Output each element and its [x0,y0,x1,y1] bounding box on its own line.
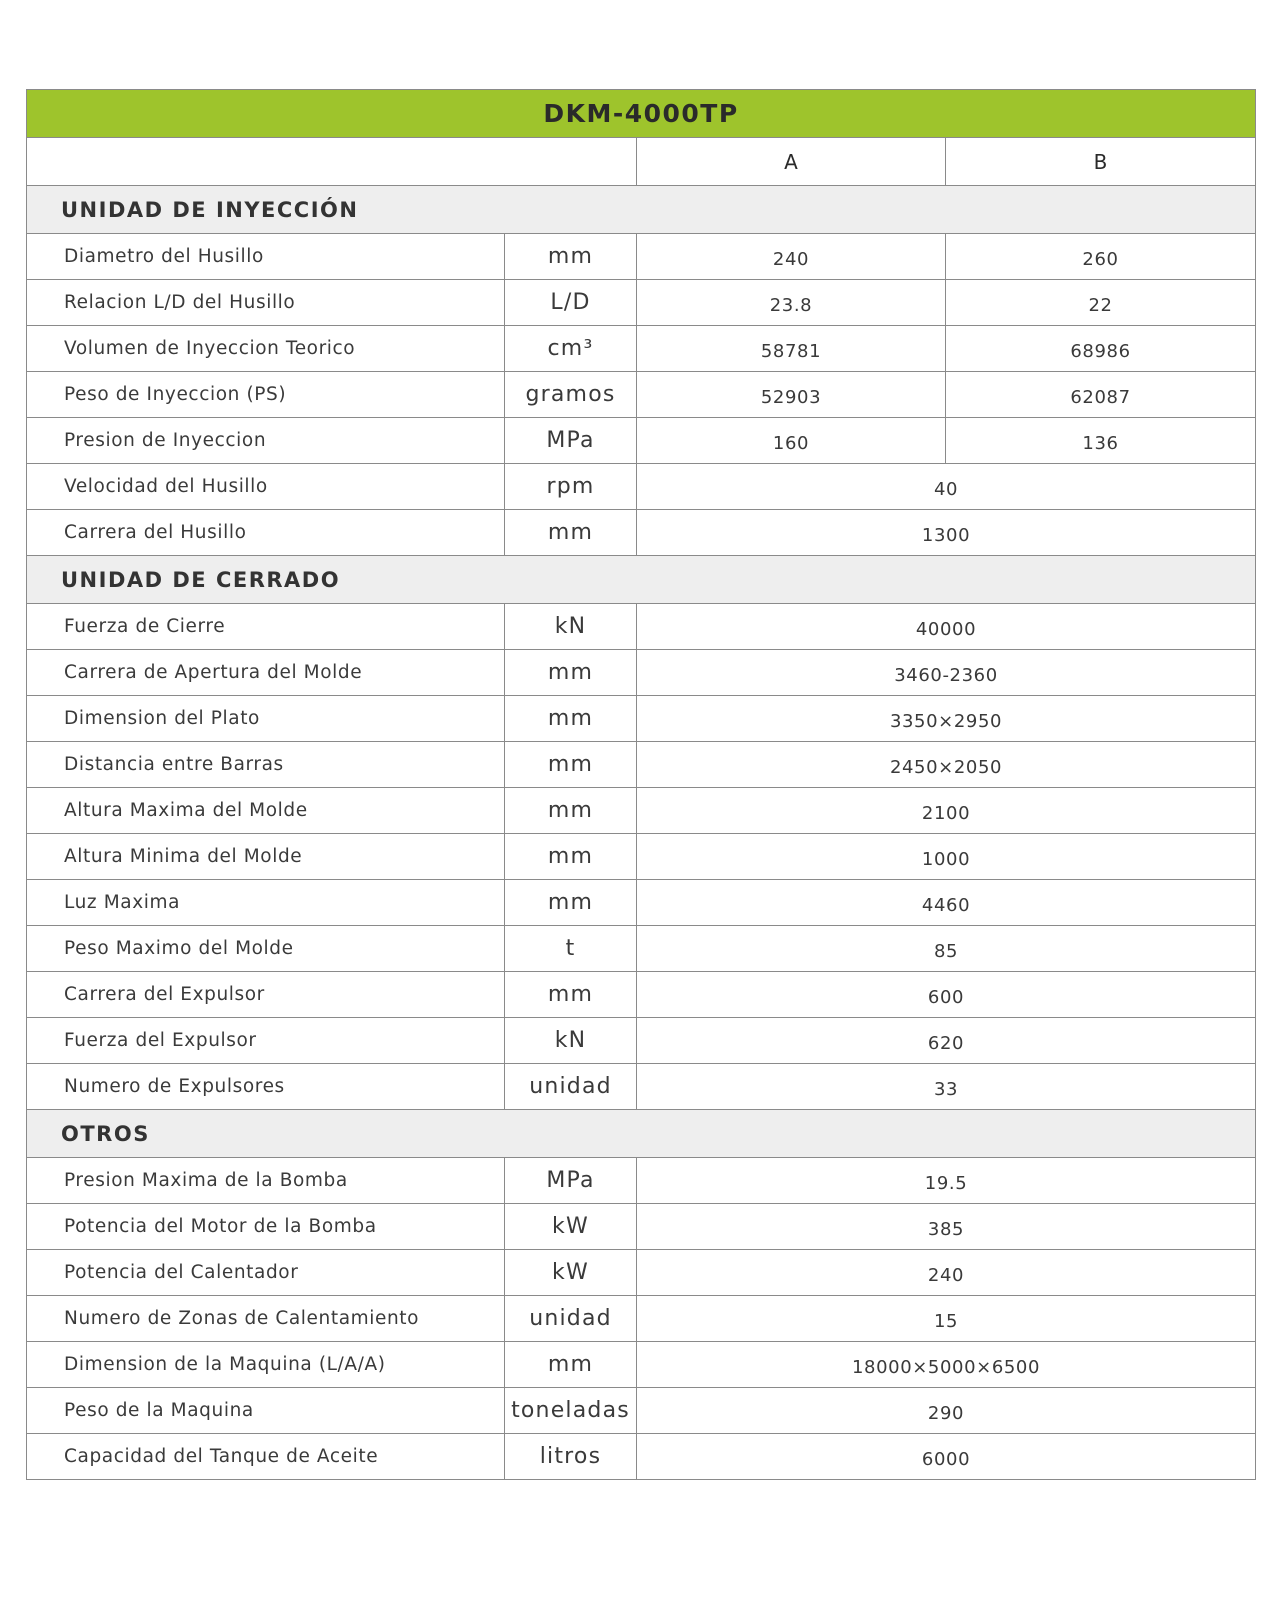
spec-row [27,372,1256,418]
spec-value-b: 260 [946,234,1256,280]
spec-unit: mm [505,880,637,926]
spec-name: Carrera del Expulsor [27,972,505,1018]
spec-unit: litros [505,1434,637,1480]
spec-name: Potencia del Calentador [27,1250,505,1296]
section-title: UNIDAD DE CERRADO [27,556,1256,604]
spec-name: Altura Maxima del Molde [27,788,505,834]
spec-unit: kN [505,1018,637,1064]
column-b-header: B [946,138,1256,186]
spec-row [27,788,1256,834]
spec-value: 40000 [637,604,1256,650]
spec-name: Dimension de la Maquina (L/A/A) [27,1342,505,1388]
spec-row [27,234,1256,280]
spec-row [27,926,1256,972]
spec-row [27,1388,1256,1434]
spec-value: 2450×2050 [637,742,1256,788]
spec-name: Volumen de Inyeccion Teorico [27,326,505,372]
spec-unit: L/D [505,280,637,326]
spec-row [27,1064,1256,1110]
spec-name: Altura Minima del Molde [27,834,505,880]
spec-value-a: 160 [637,418,946,464]
spec-value: 1000 [637,834,1256,880]
spec-value: 2100 [637,788,1256,834]
spec-value: 385 [637,1204,1256,1250]
spec-row [27,1250,1256,1296]
spec-value: 620 [637,1018,1256,1064]
spec-value-a: 58781 [637,326,946,372]
model-title: DKM-4000TP [27,90,1256,138]
spec-value: 18000×5000×6500 [637,1342,1256,1388]
spec-value: 3460-2360 [637,650,1256,696]
spec-row [27,1296,1256,1342]
spec-name: Potencia del Motor de la Bomba [27,1204,505,1250]
spec-name: Presion Maxima de la Bomba [27,1158,505,1204]
spec-unit: mm [505,788,637,834]
spec-value-b: 62087 [946,372,1256,418]
spec-value: 15 [637,1296,1256,1342]
spec-unit: cm³ [505,326,637,372]
spec-name: Diametro del Husillo [27,234,505,280]
spec-name: Peso de Inyeccion (PS) [27,372,505,418]
spec-value-b: 136 [946,418,1256,464]
spec-row [27,510,1256,556]
spec-row [27,326,1256,372]
spec-unit: mm [505,696,637,742]
spec-value-b: 68986 [946,326,1256,372]
title-row [27,90,1256,138]
spec-name: Fuerza del Expulsor [27,1018,505,1064]
spec-value: 3350×2950 [637,696,1256,742]
column-a-header: A [637,138,946,186]
section-title: UNIDAD DE INYECCIÓN [27,186,1256,234]
spec-value: 1300 [637,510,1256,556]
section-header-row [27,556,1256,604]
spec-name: Velocidad del Husillo [27,464,505,510]
spec-row [27,880,1256,926]
spec-row [27,464,1256,510]
spec-value: 6000 [637,1434,1256,1480]
spec-value: 33 [637,1064,1256,1110]
spec-value-a: 23.8 [637,280,946,326]
spec-table [26,89,1256,1480]
spec-value: 290 [637,1388,1256,1434]
spec-row [27,1018,1256,1064]
spec-unit: mm [505,1342,637,1388]
spec-row [27,1342,1256,1388]
spec-unit: mm [505,972,637,1018]
spec-value: 240 [637,1250,1256,1296]
spec-row [27,280,1256,326]
spec-row [27,1158,1256,1204]
spec-value-b: 22 [946,280,1256,326]
spec-unit: mm [505,510,637,556]
spec-unit: mm [505,834,637,880]
spec-value: 600 [637,972,1256,1018]
section-header-row [27,1110,1256,1158]
spec-name: Distancia entre Barras [27,742,505,788]
spec-name: Numero de Zonas de Calentamiento [27,1296,505,1342]
spec-unit: kW [505,1250,637,1296]
spec-row [27,1434,1256,1480]
spec-unit: unidad [505,1064,637,1110]
spec-name: Peso de la Maquina [27,1388,505,1434]
spec-name: Capacidad del Tanque de Aceite [27,1434,505,1480]
spec-row [27,650,1256,696]
spec-value: 19.5 [637,1158,1256,1204]
spec-row [27,834,1256,880]
spec-name: Carrera del Husillo [27,510,505,556]
spec-name: Relacion L/D del Husillo [27,280,505,326]
spec-unit: mm [505,742,637,788]
spec-row [27,742,1256,788]
spec-unit: mm [505,234,637,280]
section-title: OTROS [27,1110,1256,1158]
spec-row [27,1204,1256,1250]
spec-value-a: 240 [637,234,946,280]
spec-row [27,418,1256,464]
spec-value: 40 [637,464,1256,510]
spec-unit: kW [505,1204,637,1250]
spec-unit: toneladas [505,1388,637,1434]
spec-name: Numero de Expulsores [27,1064,505,1110]
spec-row [27,972,1256,1018]
spec-name: Presion de Inyeccion [27,418,505,464]
spec-unit: mm [505,650,637,696]
spec-unit: t [505,926,637,972]
spec-value: 4460 [637,880,1256,926]
spec-unit: MPa [505,418,637,464]
spec-unit: unidad [505,1296,637,1342]
spec-value: 85 [637,926,1256,972]
spec-name: Fuerza de Cierre [27,604,505,650]
spec-unit: rpm [505,464,637,510]
spec-row [27,696,1256,742]
spec-row [27,604,1256,650]
spec-unit: gramos [505,372,637,418]
spec-name: Dimension del Plato [27,696,505,742]
spec-name: Carrera de Apertura del Molde [27,650,505,696]
spec-value-a: 52903 [637,372,946,418]
spec-unit: kN [505,604,637,650]
section-header-row [27,186,1256,234]
spec-name: Luz Maxima [27,880,505,926]
header-blank-cell [27,138,637,186]
column-header-row [27,138,1256,186]
spec-unit: MPa [505,1158,637,1204]
spec-name: Peso Maximo del Molde [27,926,505,972]
